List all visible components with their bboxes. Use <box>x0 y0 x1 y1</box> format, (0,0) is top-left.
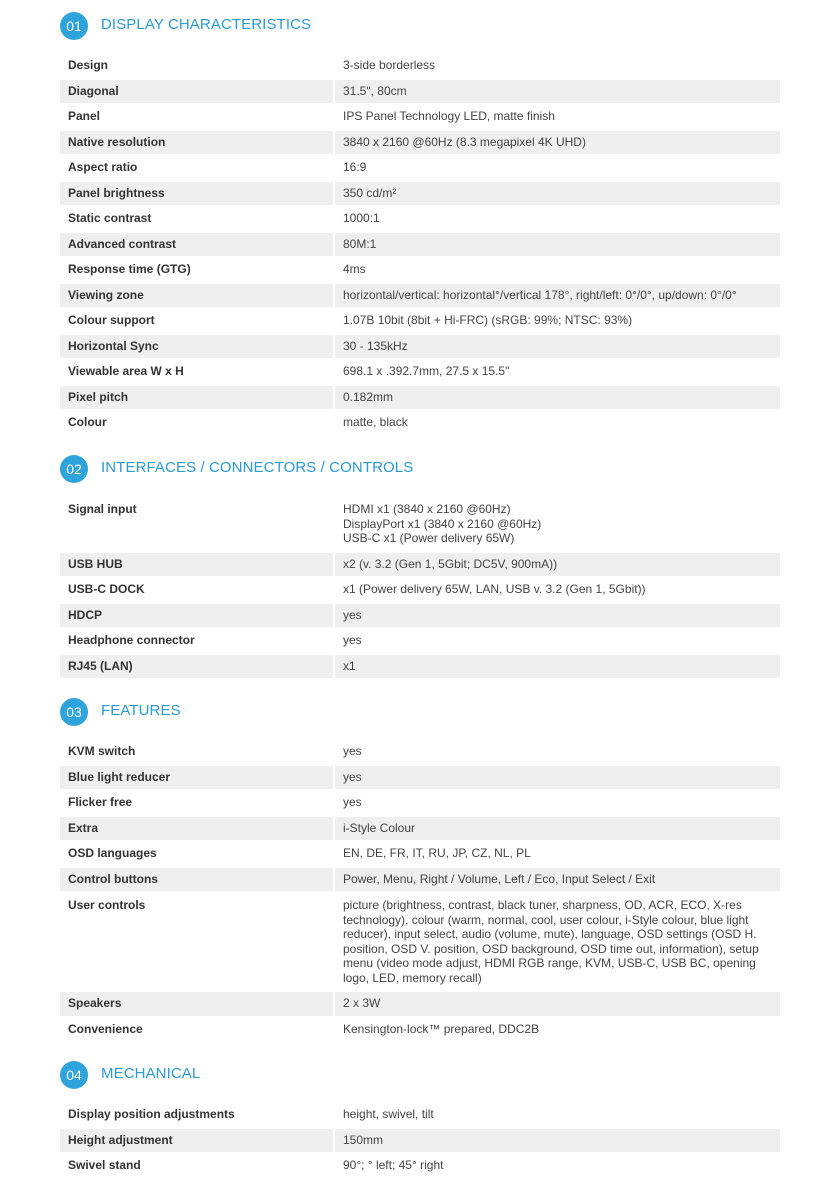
spec-key: Viewing zone <box>60 284 333 308</box>
spec-value: 1000:1 <box>333 207 780 231</box>
spec-row <box>60 791 780 815</box>
section-header <box>0 698 822 734</box>
spec-key: RJ45 (LAN) <box>60 655 333 679</box>
spec-value: 3-side borderless <box>333 54 780 78</box>
spec-value: 150mm <box>333 1129 780 1153</box>
spec-value: yes <box>333 791 780 815</box>
section-title: MECHANICAL <box>101 1065 201 1082</box>
spec-row <box>60 335 780 359</box>
section-number-badge: 01 <box>60 12 88 40</box>
section-header <box>0 455 822 491</box>
spec-row <box>60 553 780 577</box>
section-features <box>0 698 822 1036</box>
spec-row <box>60 360 780 384</box>
spec-key: Colour <box>68 415 107 429</box>
spec-row <box>60 105 780 129</box>
spec-row <box>60 740 780 764</box>
spec-value <box>333 497 780 551</box>
spec-row <box>60 411 780 435</box>
spec-row <box>60 578 780 602</box>
spec-value: height, swivel, tilt <box>333 1103 780 1127</box>
spec-key: Swivel stand <box>68 1158 141 1172</box>
spec-value: 31.5", 80cm <box>333 80 780 104</box>
spec-key: KVM switch <box>68 744 136 758</box>
spec-row <box>60 1018 780 1042</box>
spec-value: 1.07B 10bit (8bit + Hi-FRC) (sRGB: 99%; NTSC: 93%) <box>333 309 780 333</box>
spec-value: Power, Menu, Right / Volume, Left / Eco, Input Select / Exit <box>333 868 780 892</box>
spec-value-line: technology), colour (warm, normal, cool, user colour, i-Style colour, blue light <box>343 912 749 927</box>
spec-value: 3840 x 2160 @60Hz (8.3 megapixel 4K UHD) <box>333 131 780 155</box>
spec-value: IPS Panel Technology LED, matte finish <box>333 105 780 129</box>
spec-value: x1 (Power delivery 65W, LAN, USB v. 3.2 (Gen 1, 5Gbit)) <box>333 578 780 602</box>
spec-row <box>60 207 780 231</box>
spec-key: HDCP <box>60 604 333 628</box>
spec-value-line: reducer), input select, audio (volume, mute), language, OSD settings (OSD H. <box>343 927 757 941</box>
spec-row <box>60 80 780 104</box>
spec-value: 4ms <box>333 258 780 282</box>
spec-key: Display position adjustments <box>68 1107 235 1121</box>
spec-row <box>60 386 780 410</box>
spec-value: EN, DE, FR, IT, RU, JP, CZ, NL, PL <box>333 842 780 866</box>
spec-value: x2 (v. 3.2 (Gen 1, 5Gbit; DC5V, 900mA)) <box>333 553 780 577</box>
section-interfaces <box>0 455 822 673</box>
section-title: FEATURES <box>101 702 181 719</box>
spec-value: yes <box>333 629 780 653</box>
spec-row <box>60 992 780 1016</box>
spec-value: yes <box>333 766 780 790</box>
spec-value: 16:9 <box>333 156 780 180</box>
section-header <box>0 12 822 48</box>
spec-key: Control buttons <box>60 868 333 892</box>
spec-key: OSD languages <box>68 846 157 860</box>
spec-value-line: picture (brightness, contrast, black tuner, sharpness, OD, ACR, ECO, X-res <box>343 898 742 912</box>
spec-key: Native resolution <box>60 131 333 155</box>
spec-value: horizontal/vertical: horizontal°/vertical 178°, right/left: 0°/0°, up/down: 0°/0° <box>333 284 780 308</box>
spec-table <box>60 52 780 437</box>
spec-value: matte, black <box>333 411 780 435</box>
section-title: DISPLAY CHARACTERISTICS <box>101 16 312 33</box>
spec-row <box>60 842 780 866</box>
spec-table <box>60 738 780 1043</box>
spec-key: Advanced contrast <box>60 233 333 257</box>
spec-key: Aspect ratio <box>68 160 138 174</box>
spec-key: Response time (GTG) <box>68 262 191 276</box>
spec-value: 2 x 3W <box>333 992 780 1016</box>
spec-key: Convenience <box>68 1021 143 1036</box>
spec-value-line: HDMI x1 (3840 x 2160 @60Hz) <box>343 502 511 516</box>
spec-key: Headphone connector <box>68 633 195 647</box>
spec-value-line: logo, LED, memory recall) <box>343 970 482 985</box>
spec-key: Flicker free <box>68 795 133 809</box>
spec-key: Signal input <box>68 502 137 516</box>
spec-value: Kensington-lock™ prepared, DDC2B <box>333 1018 780 1042</box>
section-display-characteristics <box>0 12 822 429</box>
spec-row <box>60 182 780 206</box>
spec-key: Panel <box>68 109 101 123</box>
spec-key: Height adjustment <box>60 1129 333 1153</box>
spec-row <box>60 54 780 78</box>
spec-row <box>60 497 780 551</box>
spec-key: Diagonal <box>60 80 333 104</box>
spec-key: Speakers <box>60 992 333 1016</box>
spec-value-line: position, OSD V. position, OSD background, OSD time out, information), setup <box>343 941 759 956</box>
spec-row <box>60 233 780 257</box>
spec-key: Static contrast <box>68 211 152 225</box>
spec-value: yes <box>333 740 780 764</box>
spec-row <box>60 817 780 841</box>
spec-key: Blue light reducer <box>60 766 333 790</box>
spec-value-line: USB-C x1 (Power delivery 65W) <box>343 531 515 545</box>
section-title: INTERFACES / CONNECTORS / CONTROLS <box>101 459 414 476</box>
spec-key: USB HUB <box>60 553 333 577</box>
spec-row <box>60 258 780 282</box>
spec-value: yes <box>333 604 780 628</box>
spec-row <box>60 868 780 892</box>
spec-row <box>60 309 780 333</box>
spec-row <box>60 284 780 308</box>
spec-row <box>60 131 780 155</box>
spec-row <box>60 1103 780 1127</box>
spec-row <box>60 604 780 628</box>
spec-value-line: menu (video mode adjust, HDMI RGB range, KVM, USB-C, USB BC, opening <box>343 956 756 970</box>
spec-table <box>60 495 780 680</box>
section-header <box>0 1061 822 1097</box>
spec-value: x1 <box>333 655 780 679</box>
spec-key: Viewable area W x H <box>68 364 184 378</box>
spec-value <box>333 893 780 990</box>
spec-key: USB-C DOCK <box>68 582 145 596</box>
spec-row <box>60 156 780 180</box>
spec-value: 90°; ° left; 45° right <box>333 1154 780 1178</box>
spec-row <box>60 655 780 679</box>
spec-row <box>60 893 780 990</box>
spec-value-line: DisplayPort x1 (3840 x 2160 @60Hz) <box>343 516 542 531</box>
spec-value: 698.1 x .392.7mm, 27.5 x 15.5" <box>333 360 780 384</box>
spec-key: Design <box>68 58 109 72</box>
spec-table <box>60 1101 780 1180</box>
spec-row <box>60 1129 780 1153</box>
section-mechanical <box>0 1061 822 1172</box>
spec-value: 0.182mm <box>333 386 780 410</box>
section-number-badge: 03 <box>60 698 88 726</box>
spec-value: 30 - 135kHz <box>333 335 780 359</box>
spec-row <box>60 1154 780 1178</box>
spec-row <box>60 629 780 653</box>
section-number-badge: 04 <box>60 1061 88 1089</box>
spec-key: User controls <box>68 898 146 912</box>
spec-key: Pixel pitch <box>60 386 333 410</box>
spec-value: i-Style Colour <box>333 817 780 841</box>
spec-key: Panel brightness <box>60 182 333 206</box>
spec-key: Extra <box>60 817 333 841</box>
spec-value: 80M:1 <box>333 233 780 257</box>
spec-key: Colour support <box>68 313 155 327</box>
section-number-badge: 02 <box>60 455 88 483</box>
spec-value: 350 cd/m² <box>333 182 780 206</box>
spec-row <box>60 766 780 790</box>
spec-key: Horizontal Sync <box>60 335 333 359</box>
